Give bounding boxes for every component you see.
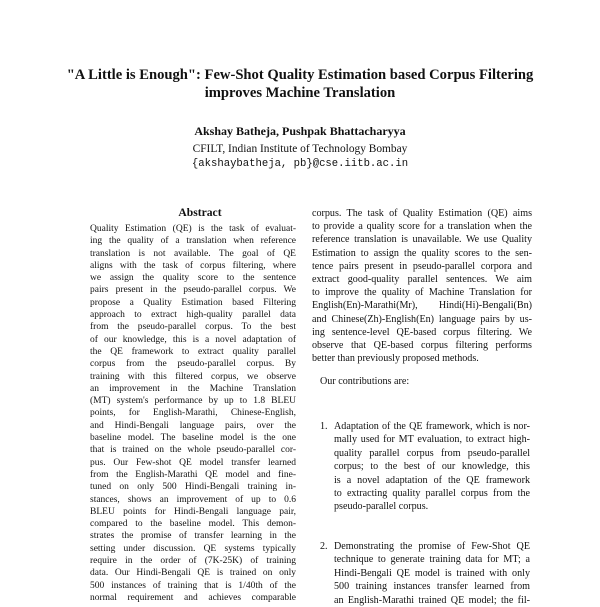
text-line: normal requirement and achieves comparable <box>90 592 296 603</box>
text-line: observe that QE-based corpus filtering performs <box>312 340 532 352</box>
text-line: corpus; to the best of our knowledge, this <box>334 461 530 473</box>
text-line: aligns with the task of corpus filtering, where <box>90 260 296 271</box>
text-line: we assign the quality score to the sentence <box>90 273 296 284</box>
text-line: of our knowledge, this is a novel adaptation of <box>90 334 296 345</box>
text-line: Adaptation of the QE framework, which is nor- <box>334 421 530 432</box>
abstract-heading: Abstract <box>178 206 222 219</box>
text-line: technique to generate training data for MT; a <box>334 554 530 566</box>
text-line: translation is not available. The goal of QE <box>90 248 296 259</box>
text-line: stances, shows an improvement of up to 0.6 <box>90 494 296 505</box>
text-line: (MT) system's performance by up to 1.8 BLEU <box>90 396 296 407</box>
contribution-text <box>334 540 530 607</box>
text-line: propose a Quality Estimation based Filtering <box>90 297 296 308</box>
text-line: and Chinese(Zh)-English(En) language pairs by us- <box>312 313 532 325</box>
text-line: from the pseudo-parallel corpus. To the best <box>90 322 296 333</box>
text-line: Estimation to assign the quality scores to the sen- <box>312 247 532 259</box>
contribution-number: 2. <box>320 541 328 552</box>
text-line: an improvement in the Machine Translation <box>90 383 296 394</box>
text-line: 500 instances of training that is 1/40th of the <box>90 580 296 591</box>
text-line: extract good-quality parallel sentences. We aim <box>312 274 532 286</box>
text-line: corpus from the pseudo-parallel corpus. By <box>90 359 296 370</box>
text-line: points, for English-Marathi, Chinese-English, <box>90 408 296 419</box>
authors: Akshay Batheja, Pushpak Bhattacharyya <box>194 124 406 138</box>
text-line: mally used for MT evaluation, to extract high- <box>334 434 530 446</box>
text-line: is a novel adaptation of the QE framework <box>334 474 530 486</box>
paper-title-line-1: "A Little is Enough": Few-Shot Quality Estimation based Corpus Filtering <box>66 67 534 83</box>
text-line: corpus. The task of Quality Estimation (QE) aims <box>312 208 532 219</box>
text-line: English(En)-Marathi(Mr), Hindi(Hi)-Bengali(Bn) <box>312 300 532 312</box>
text-line: tuned on only 500 Hindi-Bengali training in- <box>90 482 296 493</box>
text-line: require in the order of (7K-25K) of training <box>90 556 296 567</box>
text-line: better than previously proposed methods. <box>312 353 479 365</box>
text-line: the QE framework to extract quality parallel <box>90 346 296 357</box>
contribution-text <box>334 420 530 514</box>
text-line: approach to extract high-quality parallel data <box>90 310 296 321</box>
contributions-intro: Our contributions are: <box>320 376 410 387</box>
author-emails: {akshaybatheja, pb}@cse.iitb.ac.in <box>191 158 409 170</box>
text-line: to provide a quality score for a translation when the <box>312 221 532 233</box>
abstract-body <box>90 223 296 604</box>
text-line: pairs present in the pseudo-parallel corpus. We <box>90 285 296 296</box>
text-line: an English-Marathi trained QE model; the fil- <box>334 594 530 606</box>
text-line: tence pairs present in pseudo-parallel corpora and <box>312 260 532 272</box>
text-line: BLEU points for Hindi-Bengali language pair, <box>90 506 296 517</box>
text-line: pus. Our Few-shot QE model transfer learned <box>90 457 296 468</box>
text-line: setting under discussion. QE systems typically <box>90 543 296 554</box>
text-line: ing sentence-level QE-based corpus filtering. We <box>312 326 532 338</box>
text-line: Quality Estimation (QE) is the task of evaluat- <box>90 224 296 234</box>
introduction-text <box>312 207 532 365</box>
text-line: 500 training instances transfer learned from <box>334 581 530 593</box>
text-line: compared to the baseline model. This demon- <box>90 519 296 530</box>
text-line: that is trained on the whole pseudo-parallel cor- <box>90 445 296 456</box>
text-line: from the English-Marathi QE model and fine- <box>90 469 296 480</box>
text-line: strates the promise of transfer learning in the <box>90 531 296 542</box>
text-line: data. Our Hindi-Bengali QE is trained on only <box>90 568 296 579</box>
text-line: to extracting quality parallel corpus from the <box>334 488 530 500</box>
text-line: reference translation is unavailable. We use Quality <box>312 234 532 246</box>
affiliation: CFILT, Indian Institute of Technology Bombay <box>192 143 408 155</box>
text-line: Demonstrating the promise of Few-Shot QE <box>334 541 530 552</box>
paper-title <box>40 66 560 102</box>
text-line: Hindi-Bengali QE model is trained with only <box>334 567 530 579</box>
text-line: training with this filtered corpus, we observe <box>90 371 296 382</box>
text-line: pseudo-parallel corpus. <box>334 501 429 513</box>
text-line: to improve the quality of Machine Translation for <box>312 287 532 299</box>
text-line: and Hindi-Bengali language pairs, over the <box>90 420 296 431</box>
text-line: quality parallel corpus from pseudo-parallel <box>334 447 530 459</box>
text-line: baseline model. The baseline model is the one <box>90 433 296 444</box>
contribution-number: 1. <box>320 421 328 432</box>
text-line: ing the quality of a translation when reference <box>90 236 296 247</box>
paper-title-line-2: improves Machine Translation <box>204 85 396 101</box>
